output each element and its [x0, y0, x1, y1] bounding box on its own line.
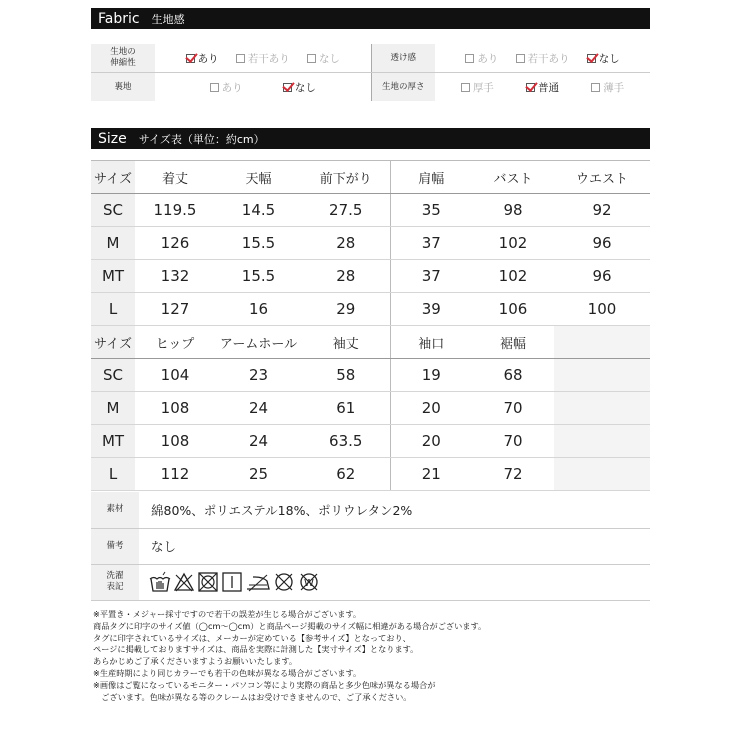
size-cell: 96: [554, 260, 650, 293]
size-row: [91, 359, 650, 392]
fabric-section-header: [91, 8, 650, 29]
size-label: SC: [91, 194, 135, 227]
thickness-option-1[interactable]: 厚手: [461, 80, 494, 95]
size-cell: 68: [472, 359, 554, 392]
size-cell: 70: [472, 425, 554, 458]
thickness-option-2[interactable]: 普通: [526, 80, 559, 95]
notes: [93, 609, 486, 703]
size-cell: 21: [390, 458, 472, 491]
note-line: ページに掲載しておりますサイズは、商品を実際に計測した【実寸サイズ】となります。: [93, 644, 419, 655]
size-cell: 19: [390, 359, 472, 392]
size-title: Size: [98, 130, 127, 147]
size-label: L: [91, 458, 135, 491]
hand-wash-40-icon: [149, 571, 171, 593]
size-subtitle: サイズ表（単位：約cm）: [138, 132, 265, 146]
size-label: MT: [91, 425, 135, 458]
size-table: [91, 160, 650, 491]
size-cell: 39: [390, 293, 472, 326]
checkbox-checked-icon: [526, 83, 535, 92]
remarks-label: 備考: [91, 528, 139, 564]
size-cell: 70: [472, 392, 554, 425]
stretch-options: [155, 44, 371, 73]
size-cell: 28: [302, 260, 390, 293]
size-cell: 23: [215, 359, 302, 392]
size-cell: [554, 392, 650, 425]
sheer-option-1[interactable]: あり: [465, 51, 498, 66]
note-line: あらかじめご了承くださいますようお願いいたします。: [93, 656, 298, 667]
size-cell: 15.5: [215, 260, 302, 293]
size-label: SC: [91, 359, 135, 392]
size-label: L: [91, 293, 135, 326]
size-cell: 24: [215, 392, 302, 425]
size-row: [91, 293, 650, 326]
sheer-option-3[interactable]: なし: [587, 51, 620, 66]
size-cell: 61: [302, 392, 390, 425]
svg-text:W: W: [304, 578, 314, 589]
checkbox-icon: [307, 54, 316, 63]
column-header: [554, 326, 650, 359]
size-cell: 132: [135, 260, 215, 293]
size-cell: 72: [472, 458, 554, 491]
iron-low-icon: [245, 571, 271, 593]
size-cell: 37: [390, 260, 472, 293]
sheer-option-2[interactable]: 若干あり: [516, 51, 570, 66]
fabric-table: [91, 44, 650, 101]
stretch-label: 生地の 伸縮性: [91, 44, 155, 73]
size-column-label: サイズ: [91, 326, 135, 359]
column-header: 天幅: [215, 161, 302, 194]
size-cell: 102: [472, 227, 554, 260]
size-label: MT: [91, 260, 135, 293]
fabric-title: Fabric: [98, 10, 140, 27]
column-header: 裾幅: [472, 326, 554, 359]
size-row: [91, 392, 650, 425]
note-line: ※画像はご覧になっているモニター・パソコン等により実際の商品と多少色味が異なる場合が: [93, 679, 436, 690]
size-row: [91, 194, 650, 227]
size-cell: 28: [302, 227, 390, 260]
lining-option-2[interactable]: なし: [283, 80, 316, 95]
size-cell: [554, 359, 650, 392]
column-header: アームホール: [215, 326, 302, 359]
checkbox-checked-icon: [587, 54, 596, 63]
no-wet-clean-icon: [297, 571, 321, 593]
column-header: 着丈: [135, 161, 215, 194]
size-cell: 35: [390, 194, 472, 227]
note-line: 商品タグに印字のサイズ値（◯cm〜◯cm）と商品ページ掲載のサイズ幅に相違がある場合がございます。: [93, 620, 487, 631]
thickness-option-3[interactable]: 薄手: [591, 80, 624, 95]
size-label: M: [91, 227, 135, 260]
note-line: ※生産時期により同じカラーでも若干の色味が異なる場合がございます。: [93, 667, 362, 678]
lining-option-1[interactable]: あり: [210, 80, 243, 95]
size-cell: 126: [135, 227, 215, 260]
material-table: [91, 492, 650, 601]
checkbox-icon: [591, 83, 600, 92]
size-cell: 62: [302, 458, 390, 491]
checkbox-icon: [516, 54, 525, 63]
size-cell: 16: [215, 293, 302, 326]
size-cell: 37: [390, 227, 472, 260]
column-header: 前下がり: [302, 161, 390, 194]
material-label: 素材: [91, 492, 139, 528]
size-column-label: サイズ: [91, 161, 135, 194]
checkbox-icon: [236, 54, 245, 63]
checkbox-checked-icon: [283, 83, 292, 92]
material-value: 綿80%、ポリエステル18%、ポリウレタン2%: [139, 492, 650, 528]
column-header: 袖口: [390, 326, 472, 359]
remarks-value: なし: [139, 528, 650, 564]
no-tumble-dry-icon: [197, 571, 219, 593]
size-cell: 119.5: [135, 194, 215, 227]
note-line: ※平置き・メジャー採寸ですので若干の誤差が生じる場合がございます。: [93, 609, 362, 619]
size-cell: 98: [472, 194, 554, 227]
size-cell: 27.5: [302, 194, 390, 227]
column-header: 袖丈: [302, 326, 390, 359]
size-header-row: [91, 326, 650, 359]
size-cell: 24: [215, 425, 302, 458]
size-row: [91, 227, 650, 260]
thickness-options: [435, 73, 650, 102]
column-header: ヒップ: [135, 326, 215, 359]
size-cell: 92: [554, 194, 650, 227]
size-cell: 29: [302, 293, 390, 326]
sheer-label: 透け感: [371, 44, 435, 73]
size-cell: 102: [472, 260, 554, 293]
size-cell: 14.5: [215, 194, 302, 227]
stretch-option-2[interactable]: 若干あり: [236, 51, 290, 66]
hang-dry-icon: [221, 571, 243, 593]
size-cell: 108: [135, 425, 215, 458]
note-line: タグに印字されているサイズは、メーカーが定めている【参考サイズ】となっており、: [93, 632, 411, 643]
column-header: 肩幅: [390, 161, 472, 194]
size-row: [91, 458, 650, 491]
size-label: M: [91, 392, 135, 425]
checkbox-checked-icon: [186, 54, 195, 63]
size-row: [91, 260, 650, 293]
size-cell: 25: [215, 458, 302, 491]
size-row: [91, 425, 650, 458]
column-header: バスト: [472, 161, 554, 194]
size-cell: 100: [554, 293, 650, 326]
lining-options: [155, 73, 371, 102]
lining-label: 裏地: [91, 73, 155, 102]
size-cell: 108: [135, 392, 215, 425]
size-section-header: [91, 128, 650, 149]
size-cell: 20: [390, 425, 472, 458]
checkbox-icon: [210, 83, 219, 92]
size-cell: 127: [135, 293, 215, 326]
size-cell: 112: [135, 458, 215, 491]
no-bleach-icon: [173, 571, 195, 593]
size-cell: [554, 425, 650, 458]
size-header-row: [91, 161, 650, 194]
size-cell: 106: [472, 293, 554, 326]
sheer-options: [435, 44, 650, 73]
fabric-subtitle: 生地感: [151, 12, 185, 26]
size-cell: 63.5: [302, 425, 390, 458]
checkbox-icon: [461, 83, 470, 92]
size-cell: 96: [554, 227, 650, 260]
size-cell: 20: [390, 392, 472, 425]
size-cell: [554, 458, 650, 491]
note-line: ございます。色味が異なる等のクレームはお受けできませんので、ご了承ください。: [93, 691, 412, 702]
no-dry-clean-icon: [273, 571, 295, 593]
stretch-option-3[interactable]: なし: [307, 51, 340, 66]
size-cell: 104: [135, 359, 215, 392]
washing-icons: [139, 564, 650, 600]
stretch-option-1[interactable]: あり: [186, 51, 219, 66]
thickness-label: 生地の厚さ: [371, 73, 435, 102]
size-cell: 58: [302, 359, 390, 392]
checkbox-icon: [465, 54, 474, 63]
column-header: ウエスト: [554, 161, 650, 194]
washing-label: 洗濯 表記: [91, 564, 139, 600]
size-cell: 15.5: [215, 227, 302, 260]
